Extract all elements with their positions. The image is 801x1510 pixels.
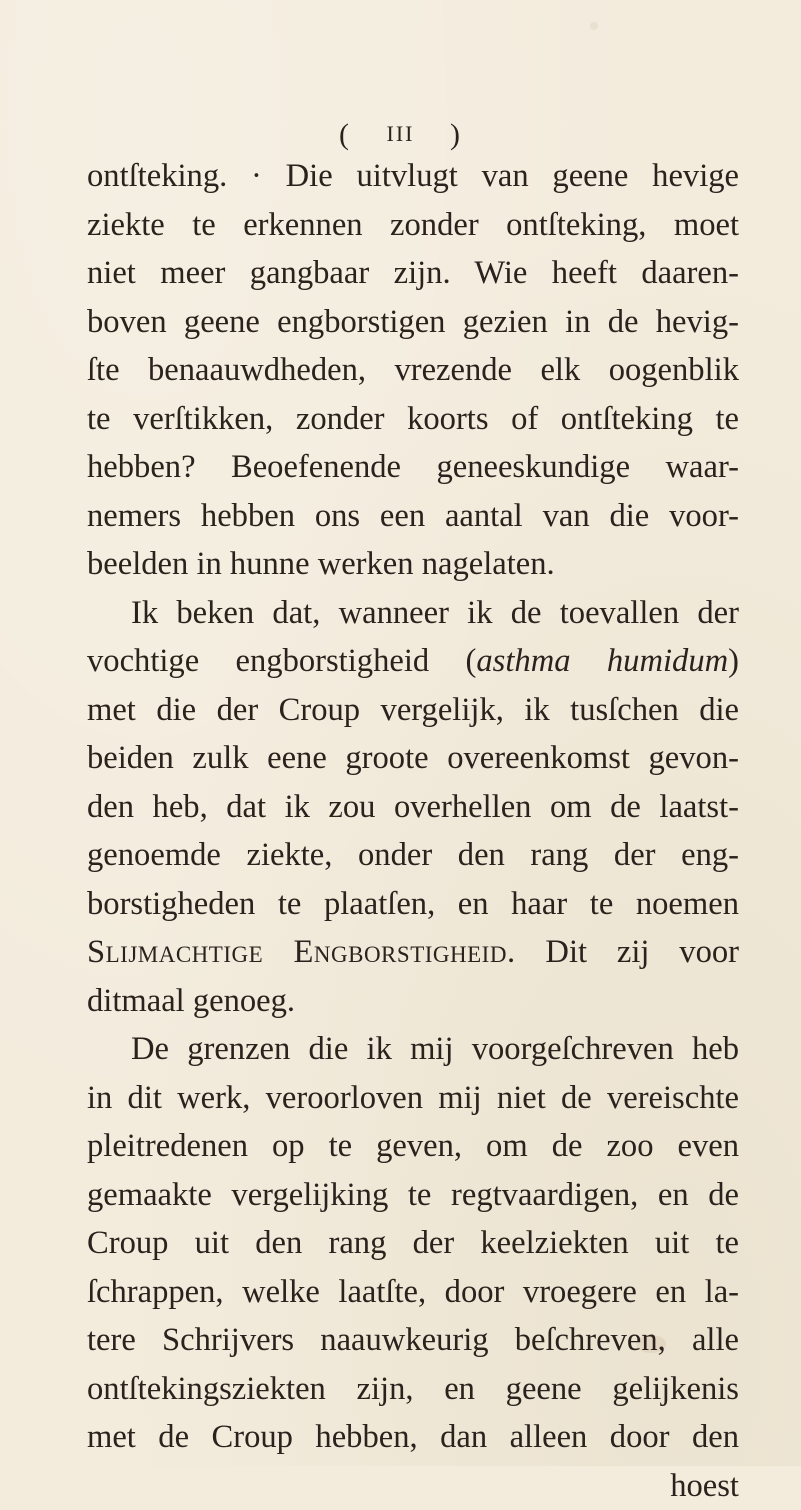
text-line: ſte benaauwdheden, vrezende elk oogenblik	[87, 346, 739, 395]
text-line: gemaakte vergelijking te regtvaardigen, en de	[87, 1171, 739, 1220]
text-line: ditmaal genoeg.	[87, 977, 739, 1026]
text-line: ontſteking. · Die uitvlugt van geene hevige	[87, 152, 739, 201]
text-line: met die der Croup vergelijk, ik tusſchen die	[87, 686, 739, 735]
text-line: niet meer gangbaar zijn. Wie heeft daaren-	[87, 249, 739, 298]
text-line: beiden zulk eene groote overeenkomst gevon-	[87, 734, 739, 783]
text-line: te verſtikken, zonder koorts of ontſteking te	[87, 395, 739, 444]
text-line: borstigheden te plaatſen, en haar te noemen	[87, 880, 739, 929]
text-line: tere Schrijvers naauwkeurig beſchreven, alle	[87, 1316, 739, 1365]
small-caps-term: Slijmachtige Engborstigheid.	[87, 934, 516, 970]
text-line: ſchrappen, welke laatſte, door vroegere en la-	[87, 1268, 739, 1317]
text-line: den heb, dat ik zou overhellen om de laatst-	[87, 783, 739, 832]
latin-term: asthma humidum	[476, 643, 728, 679]
text-line: Ik beken dat, wanneer ik de toevallen der	[87, 589, 739, 638]
text-line: genoemde ziekte, onder den rang der eng-	[87, 831, 739, 880]
text-segment: )	[728, 643, 739, 679]
text-segment: vochtige engborstigheid (	[87, 643, 476, 679]
text-line: beelden in hunne werken nagelaten.	[87, 540, 739, 589]
text-line: pleitredenen op te geven, om de zoo even	[87, 1122, 739, 1171]
page-header	[0, 118, 801, 152]
paper-stain	[590, 22, 598, 30]
catchword: hoest	[87, 1462, 739, 1510]
text-line: Croup uit den rang der keelziekten uit te	[87, 1219, 739, 1268]
text-line	[87, 637, 739, 686]
text-line: De grenzen die ik mij voorgeſchreven heb	[87, 1025, 739, 1074]
text-line: nemers hebben ons een aantal van die voor-	[87, 492, 739, 541]
text-line: in dit werk, veroorloven mij niet de vereischte	[87, 1074, 739, 1123]
text-line	[87, 928, 739, 977]
header-open-paren: (	[339, 118, 351, 152]
text-line: met de Croup hebben, dan alleen door den	[87, 1413, 739, 1462]
text-segment: Dit zij voor	[516, 934, 739, 970]
text-line: ontſtekingsziekten zijn, en geene gelijkenis	[87, 1365, 739, 1414]
text-line: boven geene engborstigen gezien in de hevig-	[87, 298, 739, 347]
text-line: ziekte te erkennen zonder ontſteking, moet	[87, 201, 739, 250]
body-text	[87, 152, 739, 1510]
page-number: III	[387, 121, 415, 146]
header-close-paren: )	[450, 118, 462, 152]
text-line: hebben? Beoefenende geneeskundige waar-	[87, 443, 739, 492]
